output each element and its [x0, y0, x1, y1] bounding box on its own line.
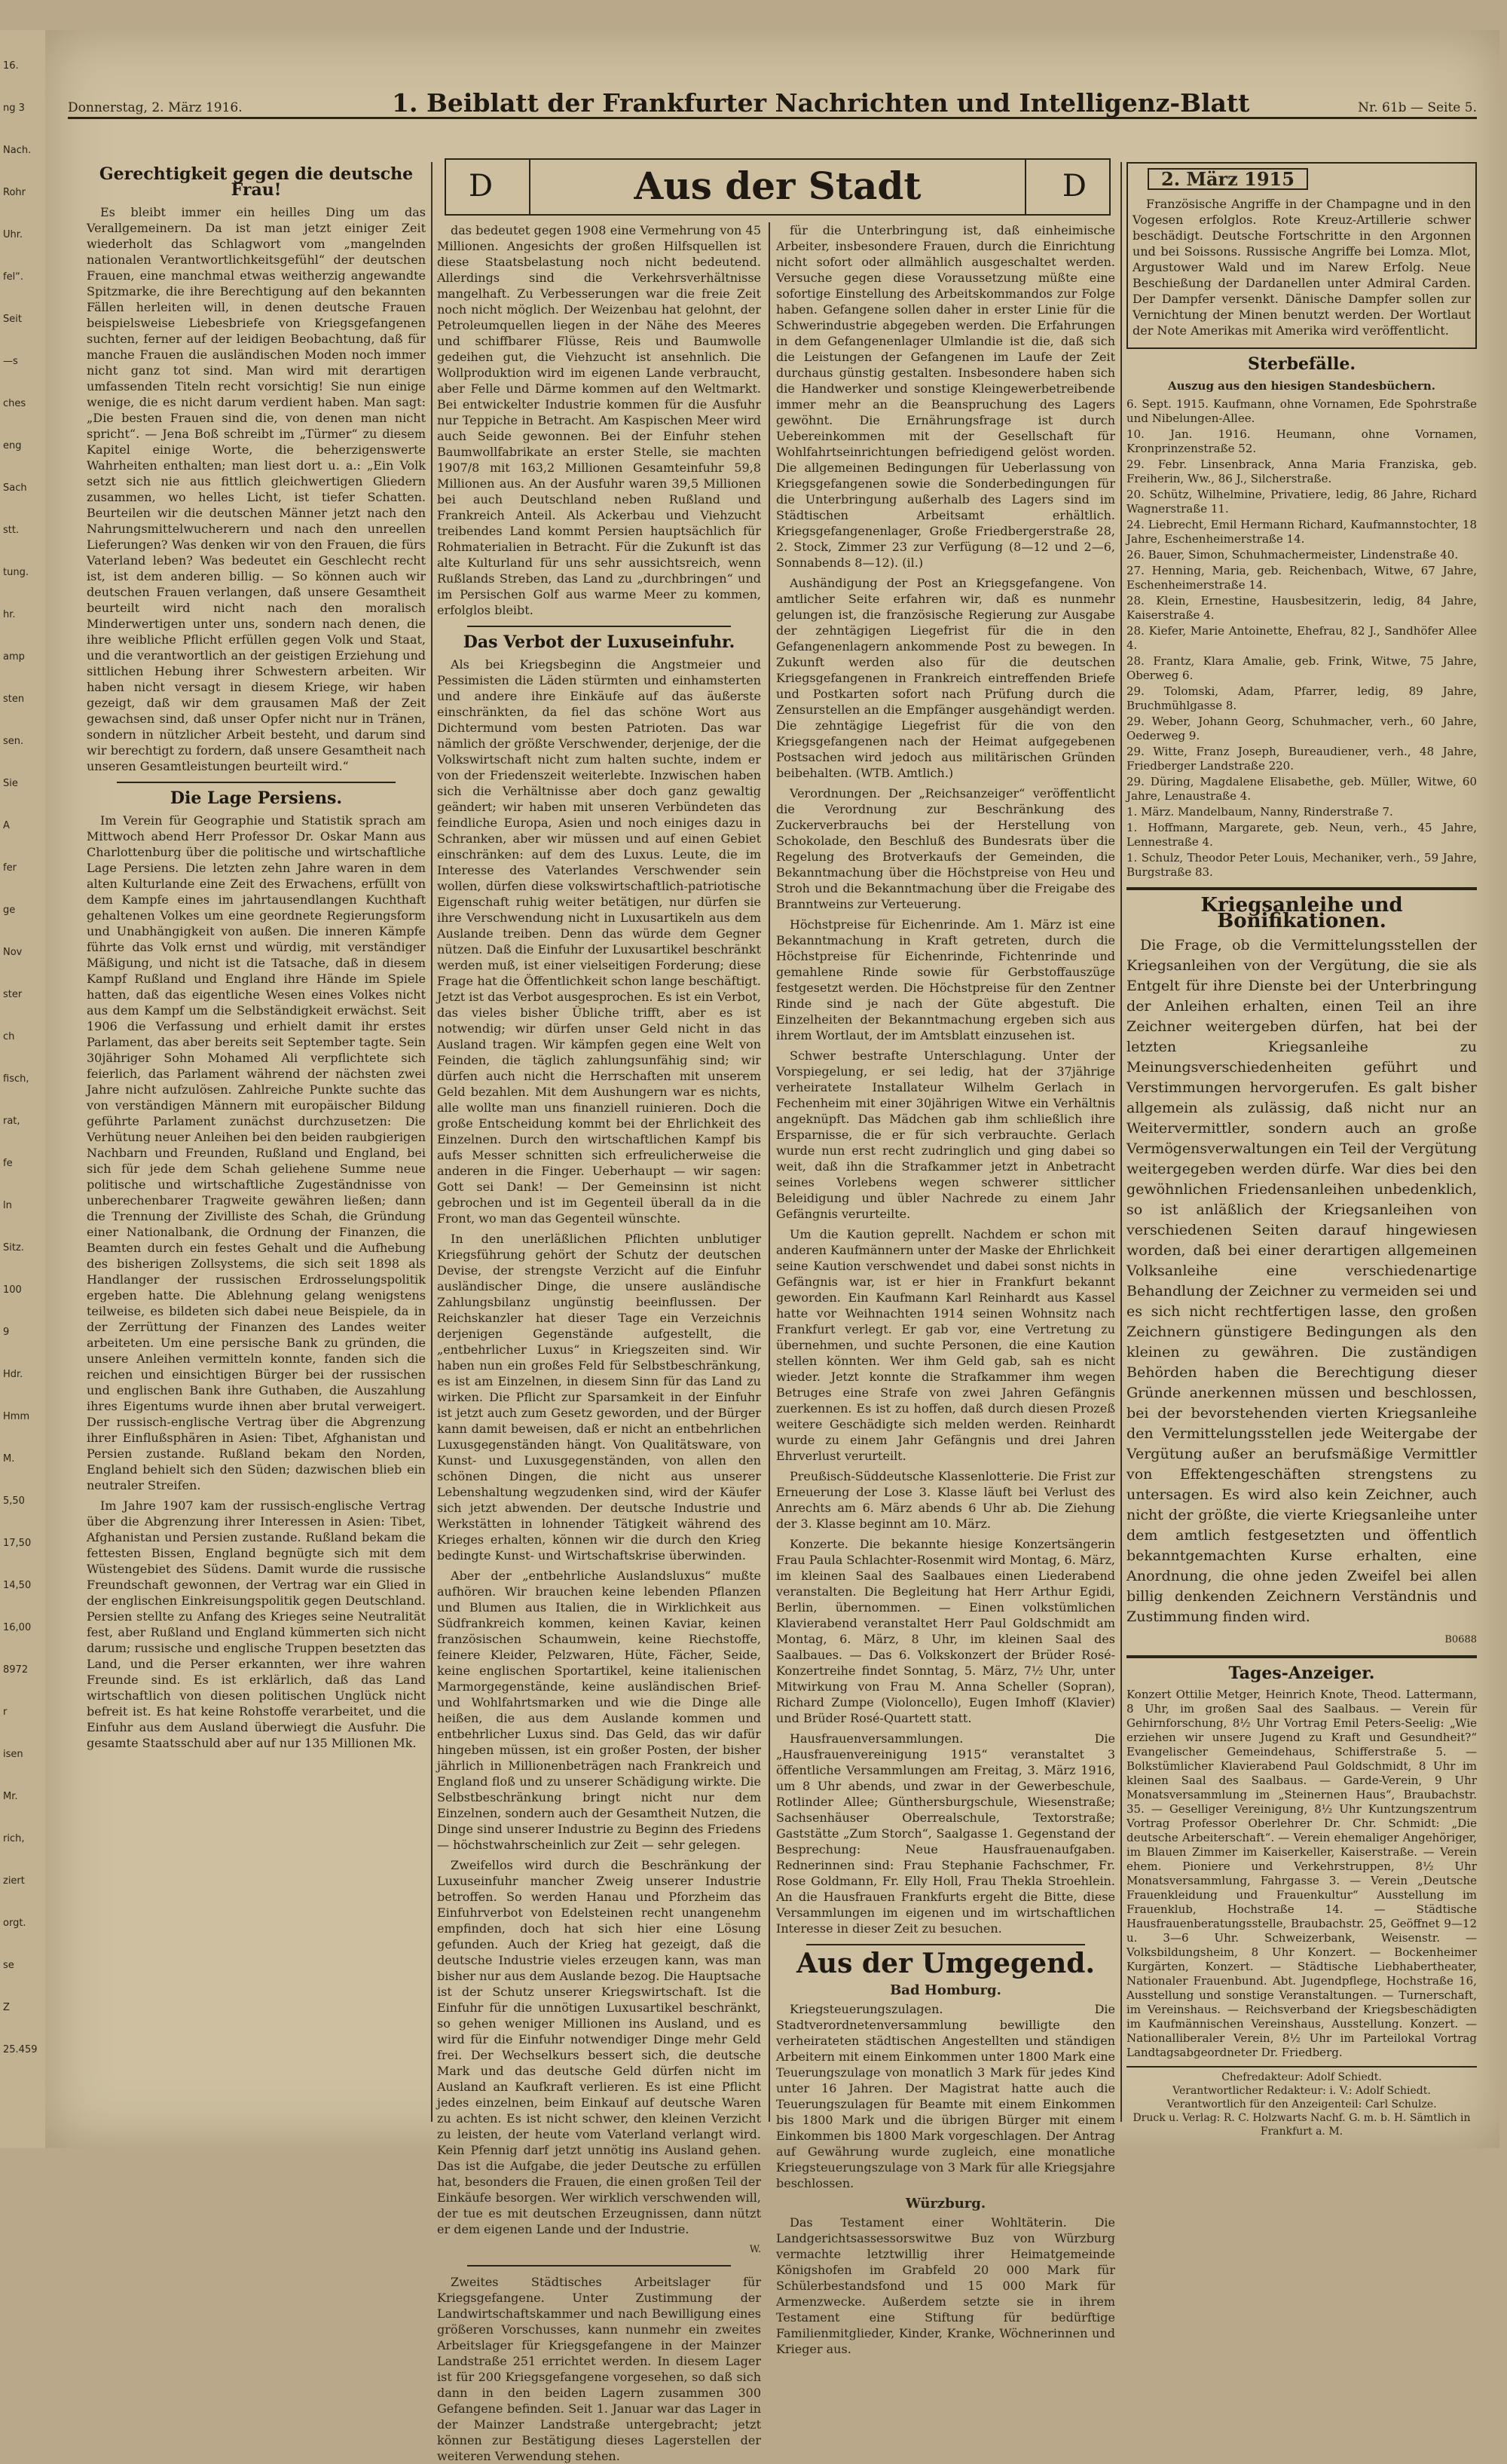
margin-fragment: Hmm	[3, 1411, 30, 1422]
margin-fragment: sen.	[3, 736, 24, 747]
margin-fragment: ng 3	[3, 103, 25, 114]
header-date: Donnerstag, 2. März 1916.	[68, 100, 243, 115]
column-3	[776, 222, 1115, 2356]
article-text: das bedeutet gegen 1908 eine Vermehrung von 45 Millionen. Angesichts der großen Hilfsquellen ist diese Staatsbelastung noch nicht bedeutend. Allerdings sind die Verkehrsverhältnisse mangelhaft. Zu Verbesserungen war die freie Zeit noch nicht möglich. Der Weizenbau hat gelohnt, der Petroleumquellen liegen in der Nähe des Meeres und schiffbarer Flüsse, Reis und Baumwolle gedeihen gut, die Viehzucht ist ansehnlich. Die Wollproduktion wird im eigenen Lande verbraucht, aber Felle und Därme kommen auf den Weltmarkt. Bei entwickelter Industrie kommen für die Ausfuhr nur Teppiche in Betracht. Am Kaspischen Meer wird auch Seide gewonnen. Bei der Einfuhr stehen Baumwollfabrikate an erster Stelle, sie machten 1907/8 mit 163,2 Millionen Gesamteinfuhr 59,8 Millionen aus. An der Ausfuhr waren 39,5 Millionen bei auch Deutschland neben Rußland und Frankreich Anteil. Als Ackerbau und Viehzucht treibendes Land kommt Persien hauptsächlich für Rohmaterialien in Betracht. Für die Zukunft ist das alte Kulturland für uns sehr aussichtsreich, wenn Rußlands Streben, das Land zu „durchbringen“ und im Persischen Golf aus warme Meer zu kommen, erfolglos bleibt.	[437, 223, 761, 617]
margin-fragment: Hdr.	[3, 1369, 23, 1380]
article-text: Preußisch-Süddeutsche Klassenlotterie. Die Frist zur Erneuerung der Lose 3. Klasse läuft bei Verlust des Anrechts am 6. März abends 6 Uhr ab. Die Ziehung der 3. Klasse beginnt am 10. März.	[776, 1469, 1115, 1531]
article-heading: Gerechtigkeit gegen die deutsche Frau!	[99, 164, 414, 200]
column-4	[1126, 162, 1477, 2138]
margin-fragment: rich,	[3, 1833, 25, 1844]
margin-fragment: ch	[3, 1031, 15, 1042]
article-text: Schwer bestrafte Unterschlagung. Unter der Vorspiegelung, er sei ledig, hat der 37jährige verheiratete Installateur Wilhelm Gerlach in Fechenheim mit einer 30jährigen Witwe ein Verhältnis angeknüpft. Das Mädchen gab ihm schließlich ihre Ersparnisse, die er für sich verbrauchte. Gerlach wurde nun erst recht zudringlich und ging dabei so weit, daß ihn die Strafkammer jetzt in Anbetracht seines Vorlebens wegen schwerer sittlicher Beleidigung und übler Nachrede zu einem Jahr Gefängnis verurteilte.	[776, 1048, 1115, 1221]
article-text: Die Frage, ob die Vermittelungsstellen der Kriegsanleihen von der Vergütung, die sie als Entgelt für ihre Dienste bei der Unterbringung der Anleihen erhalten, einen Teil an ihre Zeichner weitergeben dürfen, hat bei der letzten Kriegsanleihe zu Meinungsverschiedenheiten geführt und Verstimmungen hervorgerufen. Es galt bisher allgemein als zulässig, daß nicht nur an Weitervermittler, sondern auch an große Vermögensverwaltungen ein Teil der Vergütung weitergegeben werden dürfe. War dies bei den gewöhnlichen Friedensanleihen unbedenklich, so ist anläßlich der Kriegsanleihen von verschiedenen Seiten darauf hingewiesen worden, daß bei einer derartigen allgemeinen Volksanleihe eine verschiedenartige Behandlung der Zeichner zu vermeiden sei und es sich nicht rechtfertigen lasse, den großen Zeichnern günstigere Bedingungen als den kleinen zu gewähren. Die zuständigen Behörden haben die Berechtigung dieser Gründe anerkennen müssen und beschlossen, bei der bevorstehenden vierten Kriegsanleihe den Vermittelungsstellen jede Weitergabe der Vergütung außer an berufsmäßige Vermittler von Effektengeschäften strengstens zu untersagen. Es wird also kein Zeichner, auch nicht der größte, die vierte Kriegsanleihe unter dem amtlich festgesetzten und öffentlich bekanntgemachten Kurse erhalten, eine Anordnung, die ohne jeden Zweifel bei allen billig denkenden Zeichnern Verständnis und Zustimmung finden wird.	[1126, 937, 1477, 1625]
section-heading: Kriegsanleihe und Bonifikationen.	[1200, 894, 1403, 932]
margin-fragment: 16.	[3, 60, 19, 72]
imprint	[1126, 2066, 1477, 2138]
death-notice: 29. Düring, Magdalene Elisabethe, geb. Müller, Witwe, 60 Jahre, Lenaustraße 4.	[1126, 775, 1477, 803]
margin-fragment: Nach.	[3, 145, 32, 156]
column-divider	[1120, 162, 1122, 2122]
death-notice: 29. Febr. Linsenbrack, Anna Maria Franziska, geb. Freiherin, Ww., 86 J., Silcherstraße.	[1126, 458, 1477, 485]
section-heading: Sterbefälle.	[1247, 354, 1356, 374]
death-notice: 10. Jan. 1916. Heumann, ohne Vornamen, Kronprinzenstraße 52.	[1126, 427, 1477, 455]
article-text: Zweites Städtisches Arbeitslager für Kriegsgefangene. Unter Zustimmung der Landwirtschaftskammer und nach Bewilligung eines größeren Vorschusses, kann nunmehr ein zweites Arbeitslager für Kriegsgefangene in der Mainzer Landstraße 251 errichtet werden. In diesem Lager ist für 200 Kriegsgefangene vorgesehen, so daß sich dann in den beiden Lagern zusammen 300 Gefangene befinden. Seit 1. Januar war das Lager in der Mainzer Landstraße untergebracht; jetzt können zur Bestätigung dieses Lagerstellen der weiteren Verwendung stehen.	[437, 2275, 761, 2463]
death-notice: 26. Bauer, Simon, Schuhmachermeister, Lindenstraße 40.	[1126, 548, 1459, 562]
divider	[1126, 887, 1477, 890]
margin-fragment: Uhr.	[3, 229, 23, 240]
article-text: Es bleibt immer ein heilles Ding um das Verallgemeinern. Da ist man jetzt einiger Zeit wiederholt das Schlagwort vom „mangelnden nationalen Verantwortlichkeitsgefühl“ der deutschen Frauen, eine manchmal etwas weitherzig angewandte Spitzmarke, die ihre Berechtigung auf den bekannten Fällen herleiten will, in denen deutsche Frauen beispielsweise Liebesbriefe von Kriegsgefangenen suchten, ferner auf der leidigen Beobachtung, daß für manche Frauen die ausländischen Moden noch immer nicht ganz tot sind. Man wird mit derartigen umfassenden Titeln recht vorsichtig! Sie nun einige wenige, die es nicht darum verdient haben. Man sagt: „Die besten Frauen sind die, von denen man nicht spricht“. — Jena Boß schreibt im „Türmer“ zu diesem Kapitel einige Worte, die beherzigenswerte Wahrheiten enthalten; man liest dort u. a.: „Ein Volk setzt sich nie aus fittlich gleichwertigen Gliedern zusammen, wo helles Licht, ist tiefer Schatten. Beurteilen wir die deutschen Männer jetzt nach den Nahrungsmittelwucherern und nach den unreellen Lieferungen? Was denken wir von den Frauen, die fürs Vaterland leben? Was bedeutet ein Geschlecht recht ist, ist dem anderen billig. — So können auch wir deutschen Frauen verlangen, daß unsere Gesamtheit beurteilt wird nicht nach den moralisch Minderwertigen unter uns, sondern nach denen, die ihre weibliche Pflicht erfüllen gegen Volk und Staat, und die verantwortlich an der geistigen Erziehung und sittlichen Hebung ihrer Schwestern arbeiten. Wir haben nicht versagt in diesem Kriege, wir haben gezeigt, daß wir dem grausamen Maß der Zeit gewachsen sind, daß unser Opfer nicht nur in Tränen, sondern in nützlicher Arbeit besteht, und darum sind wir berechtigt zu fordern, daß unsere Gesamtheit nach unseren Gesamtleistungen beurteilt wird.“	[87, 205, 426, 773]
death-notice: 29. Weber, Johann Georg, Schuhmacher, verh., 60 Jahre, Oederweg 9.	[1126, 715, 1477, 742]
ornament-left-icon: D	[469, 169, 494, 204]
imprint-line: Druck u. Verlag: R. C. Holzwarts Nachf. G. m. b. H. Sämtlich in Frankfurt a. M.	[1133, 2112, 1471, 2138]
death-notice: 29. Witte, Franz Joseph, Bureaudiener, verh., 48 Jahre, Friedberger Landstraße 220.	[1126, 745, 1477, 773]
margin-fragment: sten	[3, 693, 25, 705]
margin-fragment: Seit	[3, 314, 22, 325]
margin-fragment: fisch,	[3, 1073, 29, 1085]
header-title: 1. Beiblatt der Frankfurter Nachrichten und Intelligenz-Blatt	[392, 88, 1250, 118]
imprint-line: Chefredakteur: Adolf Schiedt.	[1221, 2071, 1382, 2083]
death-notice: 28. Klein, Ernestine, Hausbesitzerin, ledig, 84 Jahre, Kaiserstraße 4.	[1126, 594, 1477, 622]
death-notice: 28. Kiefer, Marie Antoinette, Ehefrau, 82 J., Sandhöfer Allee 4.	[1126, 624, 1477, 652]
article-text: Aushändigung der Post an Kriegsgefangene. Von amtlicher Seite erfahren wir, daß es nunmehr gelungen ist, die französische Regierung zur Ausgabe der zehntägigen Liegefrist für die in den Gefangenenlagern ankommende Post zu bewegen. In Zukunft werden also für die deutschen Kriegsgefangenen in Frankreich eintreffenden Briefe und Postkarten sofort nach Prüfung durch die Zensurstellen an die Empfänger ausgehändigt werden. Die zehntägige Liegefrist für die von den Kriegsgefangenen nach der Heimat aufgegebenen Postsachen wird jedoch aus militärischen Gründen beibehalten. (WTB. Amtlich.)	[776, 576, 1115, 780]
margin-fragment: hr.	[3, 609, 16, 620]
margin-fragment: stt.	[3, 525, 20, 536]
margin-fragment: Mr.	[3, 1791, 18, 1802]
article-code: B0688	[1444, 1634, 1477, 1645]
margin-fragment: 8972	[3, 1664, 29, 1676]
column-2	[437, 222, 761, 2463]
place-heading: Bad Homburg.	[890, 1982, 1001, 1998]
margin-fragment: 9	[3, 1327, 10, 1338]
margin-fragment: ln	[3, 1200, 12, 1211]
death-notice: 1. Hoffmann, Margarete, geb. Neun, verh., 45 Jahre, Lennestraße 4.	[1126, 821, 1477, 849]
article-text: Das Testament einer Wohltäterin. Die Landgerichtsassessorswitwe Buz von Würzburg vermachte letztwillig ihrer Heimatgemeinde Königshofen im Grabfeld 20 000 Mark für Schülerbestandsfond und 15 000 Mark für Armenzwecke. Außerdem setzte sie in ihrem Testament eine Stiftung für bedürftige Familienmitglieder, Kinder, Kranke, Wöchnerinnen und Krieger aus.	[776, 2215, 1115, 2356]
article-text: Im Jahre 1907 kam der russisch-englische Vertrag über die Abgrenzung ihrer Interessen in Asien: Tibet, Afghanistan und Persien zustande. Rußland bekam die fettesten Bissen, England begnügte sich mit dem Wüstengebiet des Südens. Damit wurde die russische Freundschaft gewonnen, der Vertrag war ein Glied in der englischen Einkreisungspolitik gegen Deutschland. Persien stellte zu Anfang des Krieges seine Neutralität fest, aber Rußland und England kümmerten sich nicht darum; russische und englische Truppen besetzten das Land, und die Perser erkannten, wer ihre wahren Freunde sind. Es ist erklärlich, daß das Land wirtschaftlich von diesen politischen Unglück nicht befreit ist. Es hat keine Rohstoffe verarbeitet, und die Einfuhr aus dem Ausland überwiegt die Ausfuhr. Die gesamte Staatsschuld aber auf nur 135 Millionen Mk.	[87, 1498, 426, 1750]
column-1	[87, 162, 426, 2129]
margin-fragment: tung.	[3, 567, 29, 578]
margin-fragment: 5,50	[3, 1495, 25, 1507]
death-notice: 24. Liebrecht, Emil Hermann Richard, Kaufmannstochter, 18 Jahre, Eschenheimerstraße 14.	[1126, 518, 1477, 546]
margin-fragment: Sitz.	[3, 1242, 24, 1253]
signature: W.	[749, 2244, 761, 2255]
event-listing: Konzert Ottilie Metger, Heinrich Knote, Theod. Lattermann, 8 Uhr, im großen Saal des Saalbaus. — Verein für Gehirnforschung, 8½ Uhr Vortrag Emil Peters-Seelig: „Wie erziehen wir unsere Jugend zu Kraft und Gesundheit?“ Evangelischer Gemeindehaus, Schifferstraße 5. — Bolkstümlicher Klavierabend Paul Goldschmidt, 8 Uhr im kleinen Saal des Saalbaus. — Garde-Verein, 9 Uhr Monatsversammlung im „Steinernen Haus“, Braubachstr. 35. — Geselliger Vereinigung, 8½ Uhr Kuntzungszentrum Vortrag Professor Oberlehrer Dr. Chr. Schmidt: „Die deutsche Arbeiterschaft“. — Verein ehemaliger Angehöriger, im Blauen Zimmer im Kaiserkeller, Kaiserstraße. — Verein ehem. Pioniere und Verkehrstruppen, 8½ Uhr Monatsversammlung, Fahrgasse 3. — Verein „Deutsche Frauenkleidung und Frauenkultur“ Ausstellung im Frauenklub, Hochstraße 14. — Städtische Hausfrauenberatungsstelle, Braubachstr. 25, Geöffnet 9—12 u. 3—6 Uhr. Schweizerbank, Weisenstr. — Volksbildungsheim, 8 Uhr Konzert. — Bockenheimer Kurgärten, Konzert. — Städtische Liebhabertheater, Nationaler Frauenbund. Abt. Jugendpflege, Hochstraße 16, Ausstellung und sonstige Veranstaltungen. — Turnerschaft, im Vereinshaus. — Reichsverband der Kriegsbeschädigten im Kaufmännischen Vereinshaus, Ausstellung. Konzert. — Nationalliberaler Verein, 8½ Uhr im Parteilokal Vortrag Landtagsabgeordneter Dr. Friedberg.	[1126, 1688, 1477, 2059]
date-label: 2. März 1915	[1148, 168, 1308, 190]
margin-fragment: 14,50	[3, 1580, 32, 1591]
section-heading: Aus der Umgegend.	[796, 1948, 1095, 1979]
margin-fragment: M.	[3, 1453, 15, 1465]
column-divider	[769, 222, 770, 2122]
article-text: Konzerte. Die bekannte hiesige Konzertsängerin Frau Paula Schlachter-Rosenmit wird Montag, 6. März, im kleinen Saal des Saalbaues einen Liederabend veranstalten. Die Begleitung hat Herr Arthur Egidi, Berlin, übernommen. — Einen volkstümlichen Klavierabend veranstaltet Herr Paul Goldschmidt am Montag, 6. März, 8 Uhr, im kleinen Saal des Saalbaues. — Das 6. Volkskonzert der Brüder Rosé-Konzertreihe findet Sonntag, 5. März, 7½ Uhr, unter Mitwirkung von Frau M. Anna Scheller (Sopran), Richard Zumpe (Violoncello), Eugen Imhoff (Klavier) und Brüder Rosé-Quartett statt.	[776, 1537, 1115, 1725]
article-text: Kriegsteuerungszulagen. Die Stadtverordnetenversammlung bewilligte den verheirateten städtischen Angestellten und ständigen Arbeitern mit einem Einkommen unter 1800 Mark eine Teuerungszulage von monatlich 3 Mark für jedes Kind unter 16 Jahren. Der Magistrat hatte auch die Teuerungszulagen für Beamte mit einem Einkommen bis 1800 Mark und die übrigen Bürger mit einem Einkommen bis 1800 Mark vorgeschlagen. Der Antrag auf Gewährung wurde zugleich, eine monatliche Kriegsteuerungszulage von 3 Mark für alle Kriegsjahre beschlossen.	[776, 2002, 1115, 2190]
margin-fragment: isen	[3, 1749, 23, 1760]
article-text: Um die Kaution geprellt. Nachdem er schon mit anderen Kaufmännern unter der Maske der Ehrlichkeit seine Kaution verschwendet und dabei sonst nichts in Gefängnis war, ist er hier in Frankfurt bekannt geworden. Ein Kaufmann Karl Reinhardt aus Kassel hatte vor Weihnachten 1914 seinen Wohnsitz nach Frankfurt verlegt. Er gab vor, eine Vertretung zu übernehmen, und suchte Personen, die eine Kaution stellen könnten. Wer ihm Geld gab, sah es nicht wieder. Jetzt konnte die Strafkammer ihm wegen Betruges eine Strafe von zwei Jahren Gefängnis zuerkennen. Es ist zu hoffen, daß durch diesen Prozeß weitere Geschädigte sich melden werden. Reinhardt wurde zu einem Jahr Gefängnis und drei Jahren Ehrverlust verurteilt.	[776, 1227, 1115, 1463]
margin-fragment: 25.459	[3, 2044, 38, 2055]
margin-fragment: ches	[3, 398, 26, 409]
article-heading: Das Verbot der Luxuseinfuhr.	[463, 632, 735, 652]
margin-fragment: 17,50	[3, 1538, 32, 1549]
margin-fragment: fer	[3, 862, 17, 874]
margin-fragment: Z	[3, 2002, 10, 2013]
margin-fragment: ziert	[3, 1875, 25, 1887]
margin-fragment: r	[3, 1706, 8, 1718]
article-text: In den unerläßlichen Pflichten unblutiger Kriegsführung gehört der Schutz der deutschen Devise, der strengste Verzicht auf die Einfuhr ausländischer Dinge, die unsere ausländische Zahlungsbilanz ungünstig beeinflussen. Der Reichskanzler hat dieser Tage ein Verzeichnis derjenigen Gegenstände aufgestellt, die „entbehrlicher Luxus“ in Kriegszeiten sind. Wir haben nun ein großes Feld für Selbstbeschränkung, es ist am Einzelnen, in diesem Sinn für das Land zu wirken. Die Pflicht zur Sparsamkeit in der Einfuhr ist jetzt auch zum Gesetz geworden, und der Bürger kann damit beweisen, daß er nicht an entbehrlichen Luxusgegenständen hängt. Von Qualitätsware, von Kunst- und Luxusgegenständen, von allen den schönen Dingen, die nicht aus unserer Lebenshaltung wegzudenken sind, wird der Käufer sich jetzt abwenden. Der deutsche Industrie und Werkstätten in lohnender Tätigkeit während des Krieges erhalten, können wir die durch den Krieg bedingte Kunst- und Wirtschaftskrise überwinden.	[437, 1232, 761, 1563]
death-notice: 1. März. Mandelbaum, Nanny, Rinderstraße 7.	[1126, 805, 1393, 819]
margin-fragment: amp	[3, 651, 25, 663]
left-margin-strip	[0, 30, 47, 2148]
margin-fragment: 16,00	[3, 1622, 32, 1633]
divider	[467, 2265, 731, 2267]
section-heading: Tages-Anzeiger.	[1228, 1664, 1375, 1683]
ornament-right-icon: D	[1062, 169, 1087, 204]
place-heading: Würzburg.	[905, 2196, 986, 2211]
margin-fragment: fel“.	[3, 271, 24, 283]
article-heading: Die Lage Persiens.	[170, 788, 343, 808]
death-notice: 28. Frantz, Klara Amalie, geb. Frink, Witwe, 75 Jahre, Oberweg 6.	[1126, 654, 1477, 682]
article-text: Im Verein für Geographie und Statistik sprach am Mittwoch abend Herr Professor Dr. Oskar Mann aus Charlottenburg über die politische und wirtschaftliche Lage Persiens. Die letzten zehn Jahre waren in dem alten Kulturlande eine Zeit des Erwachens, erfüllt von dem Kampfe eines im jahrtausendlangen Kuchthaft gehaltenen Volkes um eine geordnete Regierungsform und Unabhängigkeit von außen. Die inneren Kämpfe führte das Volk ernst und würdig, mit verständiger Mäßigung, und nicht ist die Tatsache, daß in diesem Kampf Rußland und England ihre Hände im Spiele hatten, daß das eigentliche Wesen eines Volkes nicht aus dem Kampf um die Selbständigkeit erwächst. Seit 1906 die Verfassung und erhielt damit ihr erstes Parlament, das aber bereits seit September tagte. Sein 30jähriger Sohn Mohamed Ali verpflichtete sich feierlich, das Parlament während der nächsten zwei Jahre nicht aufzulösen. Zahlreiche Punkte suchte das von verständigen Männern mit europäischer Bildung geführte Parlament zunächst durchzusetzen: Die Verhütung neuer Anleihen bei den beiden raubgierigen Nachbarn und Freunden, Rußland und England, bei sich für jede dem Schah geliehene Summe neue politische und wirtschaftliche Zugeständnisse von unberechenbarer Tragweite gewähren ließen; dann die Trennung der Zivilliste des Schah, die Gründung einer Nationalbank, die Ordnung der Finanzen, die Beamten durch ein festes Gehalt und die Aufhebung des bisherigen Zollsystems, die sich seit 1898 als Handlanger der russischen Erdrosselungspolitik ergeben hatte. Die Ablehnung gelang wenigstens teilweise, es bildeten sich dabei neue Beispiele, da in der Zerrüttung der Finanzen des Landes weiter arbeiteten. Um eine persische Bank zu gründen, die unsere Anleihen vermitteln konnte, fanden sich die reichen und einsichtigen Bürger bei der russischen und englischen Bank ihre Guthaben, die Auszahlung ihres Eigentums wurde ihnen aber brutal verweigert. Der russisch-englische Vertrag über die Abgrenzung ihrer Einflußsphären in Asien: Tibet, Afghanistan und Persien zustande. Rußland bekam den Norden, England behielt sich den Süden; dazwischen blieb ein neutraler Streifen.	[87, 813, 426, 1492]
margin-fragment: se	[3, 1960, 14, 1971]
margin-fragment: —s	[3, 356, 18, 367]
divider	[467, 626, 731, 627]
margin-fragment: eng	[3, 440, 22, 451]
article-text: Verordnungen. Der „Reichsanzeiger“ veröffentlicht die Verordnung zur Beschränkung des Zuckerverbrauchs bei der Herstellung von Schokolade, den Beschluß des Bundesrats über die Regelung des Brotverkaufs der Gemeinden, die Bekanntmachung über die Höchstpreise von Heu und Stroh und die Bekanntmachung über die Freigabe des Branntweins zur Verteuerung.	[776, 786, 1115, 911]
divider	[117, 782, 396, 783]
date-box	[1126, 162, 1477, 349]
article-text: für die Unterbringung ist, daß einheimische Arbeiter, insbesondere Frauen, durch die Einrichtung nicht sofort oder allmählich ausgeschaltet werden. Versuche gegen diese Voraussetzung müßte eine sofortige Einstellung des Arbeitskommandos zur Folge haben. Gefangene sollen daher in erster Linie für die Schwerindustrie abgegeben werden. Die Erfahrungen in dem Gefangenenlager Ulmlandie ist die, daß sich die Leistungen der Gefangenen im Laufe der Zeit durchaus günstig gestalten. Insbesondere haben sich die Handwerker und sonstige Kleingewerbetreibende immer mehr an die Beanspruchung des Lagers gewöhnt. Die Ernährungsfrage ist durch Uebereinkommen mit der Gesellschaft für Wohlfahrtseinrichtungen befriedigend gelöst worden. Die allgemeinen Bedingungen für Ueberlassung von Kriegsgefangenen sowie die Sonderbedingungen für die Unterbringung außerhalb des Lagers sind im Städtischen Arbeitsamt erhältlich. Kriegsgefangenenlager, Große Friedbergerstraße 28, 2. Stock, Zimmer 23 zur Verfügung (8—12 und 2—6, Sonnabends 8—12). (il.)	[776, 223, 1115, 570]
margin-fragment: Sach	[3, 482, 27, 494]
margin-fragment: rat,	[3, 1116, 20, 1127]
margin-fragment: fe	[3, 1158, 13, 1169]
divider	[1126, 1655, 1477, 1658]
masthead	[445, 158, 1111, 216]
article-text: Hausfrauenversammlungen. Die „Hausfrauenvereinigung 1915“ veranstaltet 3 öffentliche Versammlungen am Freitag, 3. März 1916, um 8 Uhr abends, und zwar in der Gewerbeschule, Rotlinder Allee; Günthersburgschule, Wiesenstraße; Sachsenhäuser Oberrealschule, Textorstraße; Gaststätte „Zum Storch“, Saalgasse 1. Gegenstand der Besprechung: Neue Hausfrauenaufgaben. Rednerinnen sind: Frau Stephanie Fachschmer, Fr. Rose Goldmann, Fr. Elly Holl, Frau Thekla Stroehlein. An die Hausfrauen Frankfurts ergeht die Bitte, diese Versammlungen im eigenen und im wirtschaftlichen Interesse in dieser Zeit zu besuchen.	[776, 1731, 1115, 1936]
article-text: Als bei Kriegsbeginn die Angstmeier und Pessimisten die Läden stürmten und einhamsterten und andere ihre Einkäufe auf das äußerste einschränkten, da fiel das schöne Wort aus Dichtermund vom besten Patrioten. Das war nämlich der größte Verschwender, derjenige, der die Volkswirtschaft nicht zum halten suchte, indem er von der Friedenszeit weiterlebte. Inzwischen haben sich die Verhältnisse aber doch ganz gewaltig geändert; wir haben mit unseren Verbündeten das feindliche Europa, Asien und noch einiges dazu in Schranken, aber wir müssen und auf einen Gebiet einschränken: auf dem des Luxus. Leute, die im Interesse des Vaterlandes Verschwender sein wollen, dürfen diese volkswirtschaftlich-patriotische Eigenschaft ruhig weiter betätigen, nur dürfen sie ihre Verschwendung nicht in Luxusartikeln aus dem Auslande treiben. Denn das würde dem Gegner nützen. Daß die Einfuhr der Luxusartikel beschränkt werden muß, ist einer vielseitigen Forderung; diese Frage hat die Öffentlichkeit schon lange beschäftigt. Jetzt ist das Verbot ausgesprochen. Es ist ein Verbot, das vieles bisher Übliche trifft, aber es ist notwendig; wir dürfen unser Geld nicht in das Ausland tragen. Wir kämpfen gegen eine Welt von Feinden, die täglich zahlungsunfähig sind; wir dürfen auch nicht die Herrschaften mit unserem Geld bezahlen. Mit dem Aushungern war es nichts, alle wollte man uns finanziell ruinieren. Doch die große Entscheidung kommt bei der Ehrlichkeit des Einzelnen. Durch den wirtschaftlichen Kampf bis aufs Messer schnitten sich erfreulicherweise die anderen in die Finger. Ueberhaupt — wir sagen: Gott sei Dank! — Der Gemeinsinn ist nicht gebrochen und ist im Gegenteil überall da in die Front, wo man das Gegenteil wünschte.	[437, 657, 761, 1226]
death-notice: 6. Sept. 1915. Kaufmann, ohne Vornamen, Ede Spohrstraße und Nibelungen-Allee.	[1126, 397, 1477, 425]
margin-fragment: Sie	[3, 778, 18, 789]
margin-fragment: Rohr	[3, 187, 26, 198]
imprint-line: Verantwortlicher Redakteur: i. V.: Adolf Schiedt.	[1172, 2085, 1431, 2097]
article-text: Zweifellos wird durch die Beschränkung der Luxuseinfuhr mancher Zweig unserer Industrie betroffen. So werden Hanau und Pforzheim das Einfuhrverbot von Edelsteinen recht unangenehm empfinden, doch hat sich hier eine Lösung gefunden. Auch der Krieg hat gezeigt, daß die deutsche Industrie vieles erzeugen kann, was man bisher nur aus dem Auslande bezog. Die Hauptsache ist der Schutz unserer Kriegswirtschaft. Ist die Einfuhr für die unnötigen Luxusartikel beschränkt, so gehen weniger Millionen ins Ausland, und es wird für die Einfuhr notwendiger Dinge mehr Geld frei. Der Wechselkurs bessert sich, die deutsche Mark und das deutsche Geld dürfen nicht im Ausland an Kaufkraft verlieren. Es ist eine Pflicht jedes einzelnen, beim Einkauf auf deutsche Waren zu achten. Es ist nicht schwer, den kleinen Verzicht zu leisten, der heute vom Vaterland verlangt wird. Kein Pfennig darf jetzt unnötig ins Ausland gehen. Das ist die Aufgabe, die jeder Deutsche zu erfüllen hat, besonders die Frauen, die einen großen Teil der Einkäufe besorgen. Wer wirklich verschwenden will, der tue es mit deutschen Erzeugnissen, dann nützt er dem eigenen Lande und der Industrie.	[437, 1858, 761, 2236]
subheading: Auszug aus den hiesigen Standesbüchern.	[1168, 379, 1435, 393]
margin-fragment: ster	[3, 989, 23, 1000]
page-header	[68, 72, 1477, 119]
death-notice: 20. Schütz, Wilhelmine, Privatiere, ledig, 86 Jahre, Richard Wagnerstraße 11.	[1126, 488, 1477, 516]
margin-fragment: orgt.	[3, 1918, 26, 1929]
divider	[806, 1944, 1085, 1945]
date-text: Französische Angriffe in der Champagne und in den Vogesen erfolglos. Rote Kreuz-Artillerie schwer beschädigt. Deutsche Fortschritte in den Argonnen und bei Soissons. Russische Angriffe bei Lomza. Mlot, Argustower Wald und im Narew Erfolg. Neue Beschießung der Dardanellen unter Admiral Carden. Der Dampfer versenkt. Dänische Dampfer sollen zur Vernichtung der Minen benutzt werden. Der Wortlaut der Note Amerikas mit Amerika wird veröffentlicht.	[1133, 197, 1471, 338]
column-divider	[431, 162, 433, 2122]
article-text: Aber der „entbehrliche Auslandsluxus“ mußte aufhören. Wir brauchen keine lebenden Pflanzen und Blumen aus Italien, die in Wirklichkeit aus Südfrankreich kommen, keinen Kaviar, keinen französischen Schaumwein, keine Riechstoffe, feinere Kleider, Pelzwaren, Hüte, Fächer, Seide, keine englischen Sportartikel, keine italienischen Marmorgegenstände, keine ausländischen Brief- und Wohlfahrtsmarken und wie die Dinge alle heißen, die aus dem Auslande kommen und entbehrlicher Luxus sind. Das Geld, das wir dafür hingeben müssen, ist ein großer Posten, der bisher jährlich in Millionenbeträgen nach Frankreich und England floß und zu unserer Schädigung wirkte. Die Selbstbeschränkung bringt nicht nur dem Einzelnen, sondern auch der Gesamtheit Nutzen, die Dinge sind unserer Industrie zu Beginn des Friedens — höchstwahrscheinlich zur Zeit — sehr gelegen.	[437, 1569, 761, 1852]
death-notices	[1126, 397, 1477, 880]
margin-fragment: Nov	[3, 947, 23, 958]
article-text: Höchstpreise für Eichenrinde. Am 1. März ist eine Bekanntmachung in Kraft getreten, durch die Höchstpreise für Eichenrinde, Fichtenrinde und gemahlene Rinde sowie für Gerbstoffauszüge festgesetzt werden. Die Höchstpreise für den Zentner Rinde sind je nach der Güte abgestuft. Die Einzelheiten der Bekanntmachung ergeben sich aus ihrem Wortlaut, der im Amtsblatt einzusehen ist.	[776, 917, 1115, 1042]
masthead-title: Aus der Stadt	[529, 160, 1026, 214]
death-notice: 1. Schulz, Theodor Peter Louis, Mechaniker, verh., 59 Jahre, Burgstraße 83.	[1126, 851, 1477, 879]
margin-fragment: A	[3, 820, 10, 831]
margin-fragment: ge	[3, 904, 16, 916]
death-notice: 29. Tolomski, Adam, Pfarrer, ledig, 89 Jahre, Bruchmühlgasse 8.	[1126, 684, 1477, 712]
margin-fragment: 100	[3, 1284, 22, 1296]
header-number: Nr. 61b — Seite 5.	[1358, 100, 1477, 115]
imprint-line: Verantwortlich für den Anzeigenteil: Carl Schulze.	[1166, 2098, 1437, 2110]
death-notice: 27. Henning, Maria, geb. Reichenbach, Witwe, 67 Jahre, Eschenheimerstraße 14.	[1126, 564, 1477, 592]
